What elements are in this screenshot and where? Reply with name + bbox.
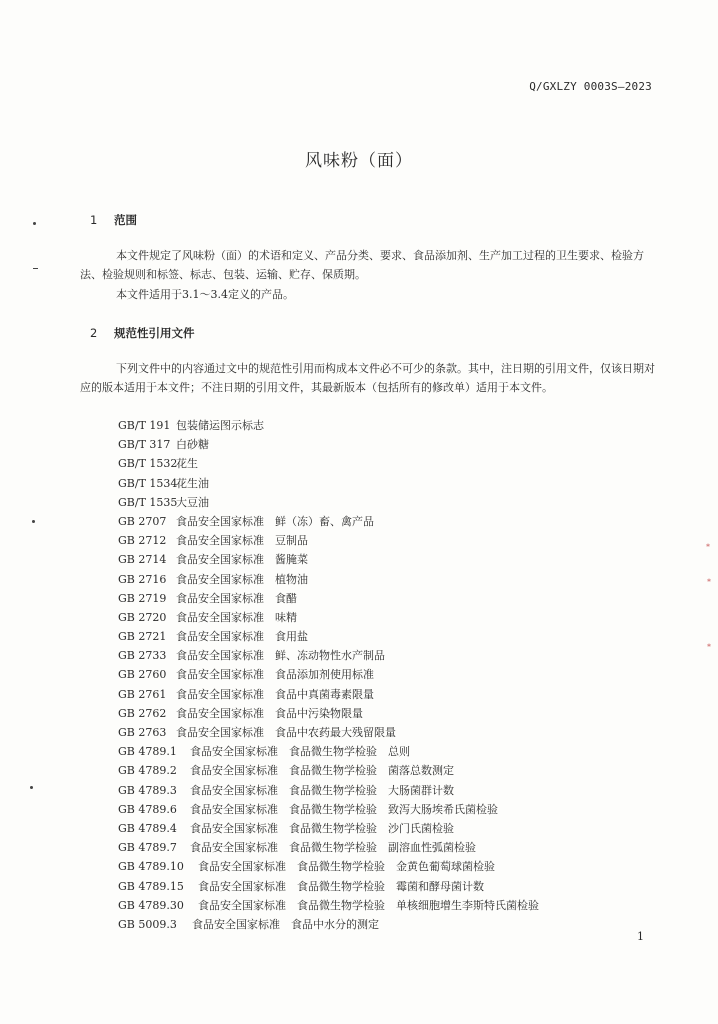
reference-item — [118, 761, 539, 780]
document-title: 风味粉（面） — [305, 151, 413, 171]
reference-item — [118, 742, 539, 761]
reference-code: GB 4789.10 — [118, 860, 184, 874]
reference-name: 食品安全国家标准 食品中水分的测定 — [192, 917, 379, 931]
reference-name: 食品安全国家标准 食用盐 — [176, 630, 308, 644]
section-1-paragraph-2-text: 本文件适用于3.1～3.4定义的产品。 — [116, 288, 294, 301]
reference-name: 食品安全国家标准 酱腌菜 — [176, 553, 308, 567]
reference-name: 食品安全国家标准 食品中农药最大残留限量 — [176, 726, 396, 739]
reference-name: 花生油 — [176, 476, 209, 490]
reference-code: GB 4789.4 — [118, 821, 177, 835]
reference-code: GB 2707 — [118, 514, 167, 528]
reference-name: 食品安全国家标准 豆制品 — [176, 534, 308, 548]
reference-list — [118, 416, 539, 934]
section-2-number: 2 — [90, 326, 98, 340]
reference-item — [118, 416, 539, 435]
scan-dot — [32, 520, 35, 523]
reference-name: 食品安全国家标准 鲜、冻动物性水产制品 — [176, 649, 385, 663]
reference-item — [118, 896, 539, 915]
reference-item — [118, 435, 539, 454]
reference-code: GB 2761 — [118, 687, 167, 701]
reference-item — [118, 589, 539, 608]
reference-item — [118, 704, 539, 723]
reference-code: GB/T 1535 — [118, 495, 178, 509]
reference-name: 食品安全国家标准 食品中污染物限量 — [176, 706, 363, 720]
reference-item — [118, 570, 539, 589]
section-1-heading — [90, 212, 137, 228]
reference-name: 食品安全国家标准 食品微生物学检验 霉菌和酵母菌计数 — [198, 879, 484, 893]
reference-name: 食品安全国家标准 食品微生物学检验 致泻大肠埃希氏菌检验 — [190, 802, 498, 816]
reference-code: GB 4789.15 — [118, 879, 184, 893]
reference-item — [118, 665, 539, 684]
reference-item — [118, 531, 539, 550]
section-1-number: 1 — [90, 213, 98, 227]
reference-item — [118, 646, 539, 665]
reference-item — [118, 627, 539, 646]
reference-code: GB 4789.3 — [118, 783, 177, 797]
reference-item — [118, 550, 539, 569]
reference-item — [118, 493, 539, 512]
section-1-paragraph-2 — [80, 285, 658, 304]
reference-code: GB 2719 — [118, 591, 167, 605]
reference-item — [118, 877, 539, 896]
reference-name: 食品安全国家标准 食品微生物学检验 沙门氏菌检验 — [190, 821, 454, 835]
reference-name: 食品安全国家标准 食品微生物学检验 总则 — [190, 745, 410, 759]
reference-code: GB 4789.1 — [118, 745, 177, 759]
reference-item — [118, 800, 539, 819]
reference-item — [118, 608, 539, 627]
reference-name: 食品安全国家标准 食品微生物学检验 副溶血性弧菌检验 — [190, 841, 476, 855]
reference-name: 食品安全国家标准 食品微生物学检验 菌落总数测定 — [190, 764, 454, 778]
reference-code: GB 2721 — [118, 630, 167, 644]
reference-code: GB/T 1534 — [118, 476, 178, 490]
reference-code: GB 2714 — [118, 553, 167, 567]
reference-item — [118, 857, 539, 876]
section-2-intro — [80, 359, 658, 397]
reference-name: 白砂糖 — [176, 438, 209, 452]
scan-dot — [30, 786, 33, 789]
reference-item — [118, 512, 539, 531]
reference-code: GB 4789.30 — [118, 898, 184, 912]
reference-item — [118, 685, 539, 704]
scan-red-mark: ⁎ — [706, 540, 710, 549]
reference-name: 食品安全国家标准 食品添加剂使用标准 — [176, 668, 374, 682]
scan-red-mark: ⁎ — [707, 575, 711, 584]
reference-item — [118, 781, 539, 800]
section-1-paragraph-1 — [80, 246, 658, 284]
reference-name: 食品安全国家标准 食品中真菌毒素限量 — [176, 687, 374, 701]
reference-item — [118, 723, 539, 742]
reference-code: GB/T 317 — [118, 438, 171, 452]
reference-code: GB 2733 — [118, 649, 167, 663]
reference-code: GB 2712 — [118, 534, 167, 548]
reference-name: 食品安全国家标准 鲜（冻）畜、禽产品 — [176, 514, 374, 528]
scan-red-mark: ⁎ — [707, 640, 711, 649]
reference-name: 食品安全国家标准 食品微生物学检验 大肠菌群计数 — [190, 783, 454, 797]
section-1-paragraph-1-text: 本文件规定了风味粉（面）的术语和定义、产品分类、要求、食品添加剂、生产加工过程的卫生要求、检验方法、检验规则和标签、标志、包装、运输、贮存、保质期。 — [80, 249, 644, 281]
reference-item — [118, 454, 539, 473]
reference-item — [118, 474, 539, 493]
reference-code: GB 2720 — [118, 610, 167, 624]
reference-code: GB/T 191 — [118, 419, 171, 432]
scan-dot — [33, 222, 36, 225]
reference-code: GB 2716 — [118, 572, 167, 586]
reference-name: 大豆油 — [176, 495, 209, 509]
scan-dash — [33, 268, 38, 269]
reference-name: 包装储运图示标志 — [176, 419, 264, 432]
reference-code: GB 4789.6 — [118, 802, 177, 816]
section-2-intro-text: 下列文件中的内容通过文中的规范性引用而构成本文件必不可少的条款。其中，注日期的引用文件，仅该日期对应的版本适用于本文件；不注日期的引用文件，其最新版本（包括所有的修改单）适用于本文件。 — [80, 362, 655, 394]
reference-code: GB/T 1532 — [118, 457, 178, 471]
reference-name: 食品安全国家标准 食醋 — [176, 591, 297, 605]
reference-item — [118, 838, 539, 857]
section-1-title: 范围 — [114, 213, 137, 227]
reference-item — [118, 819, 539, 838]
reference-code: GB 4789.7 — [118, 841, 177, 855]
reference-name: 食品安全国家标准 食品微生物学检验 金黄色葡萄球菌检验 — [198, 860, 495, 874]
document-code: Q/GXLZY 0003S—2023 — [529, 80, 652, 93]
reference-name: 食品安全国家标准 植物油 — [176, 572, 308, 586]
reference-code: GB 2762 — [118, 706, 167, 720]
reference-name: 食品安全国家标准 味精 — [176, 610, 297, 624]
section-2-heading — [90, 325, 195, 341]
reference-code: GB 2760 — [118, 668, 167, 682]
reference-code: GB 5009.3 — [118, 917, 177, 931]
reference-item — [118, 915, 539, 934]
reference-name: 食品安全国家标准 食品微生物学检验 单核细胞增生李斯特氏菌检验 — [198, 898, 539, 912]
reference-name: 花生 — [176, 457, 198, 471]
reference-code: GB 2763 — [118, 726, 167, 739]
reference-code: GB 4789.2 — [118, 764, 177, 778]
section-2-title: 规范性引用文件 — [114, 326, 195, 340]
page-number: 1 — [637, 930, 644, 943]
